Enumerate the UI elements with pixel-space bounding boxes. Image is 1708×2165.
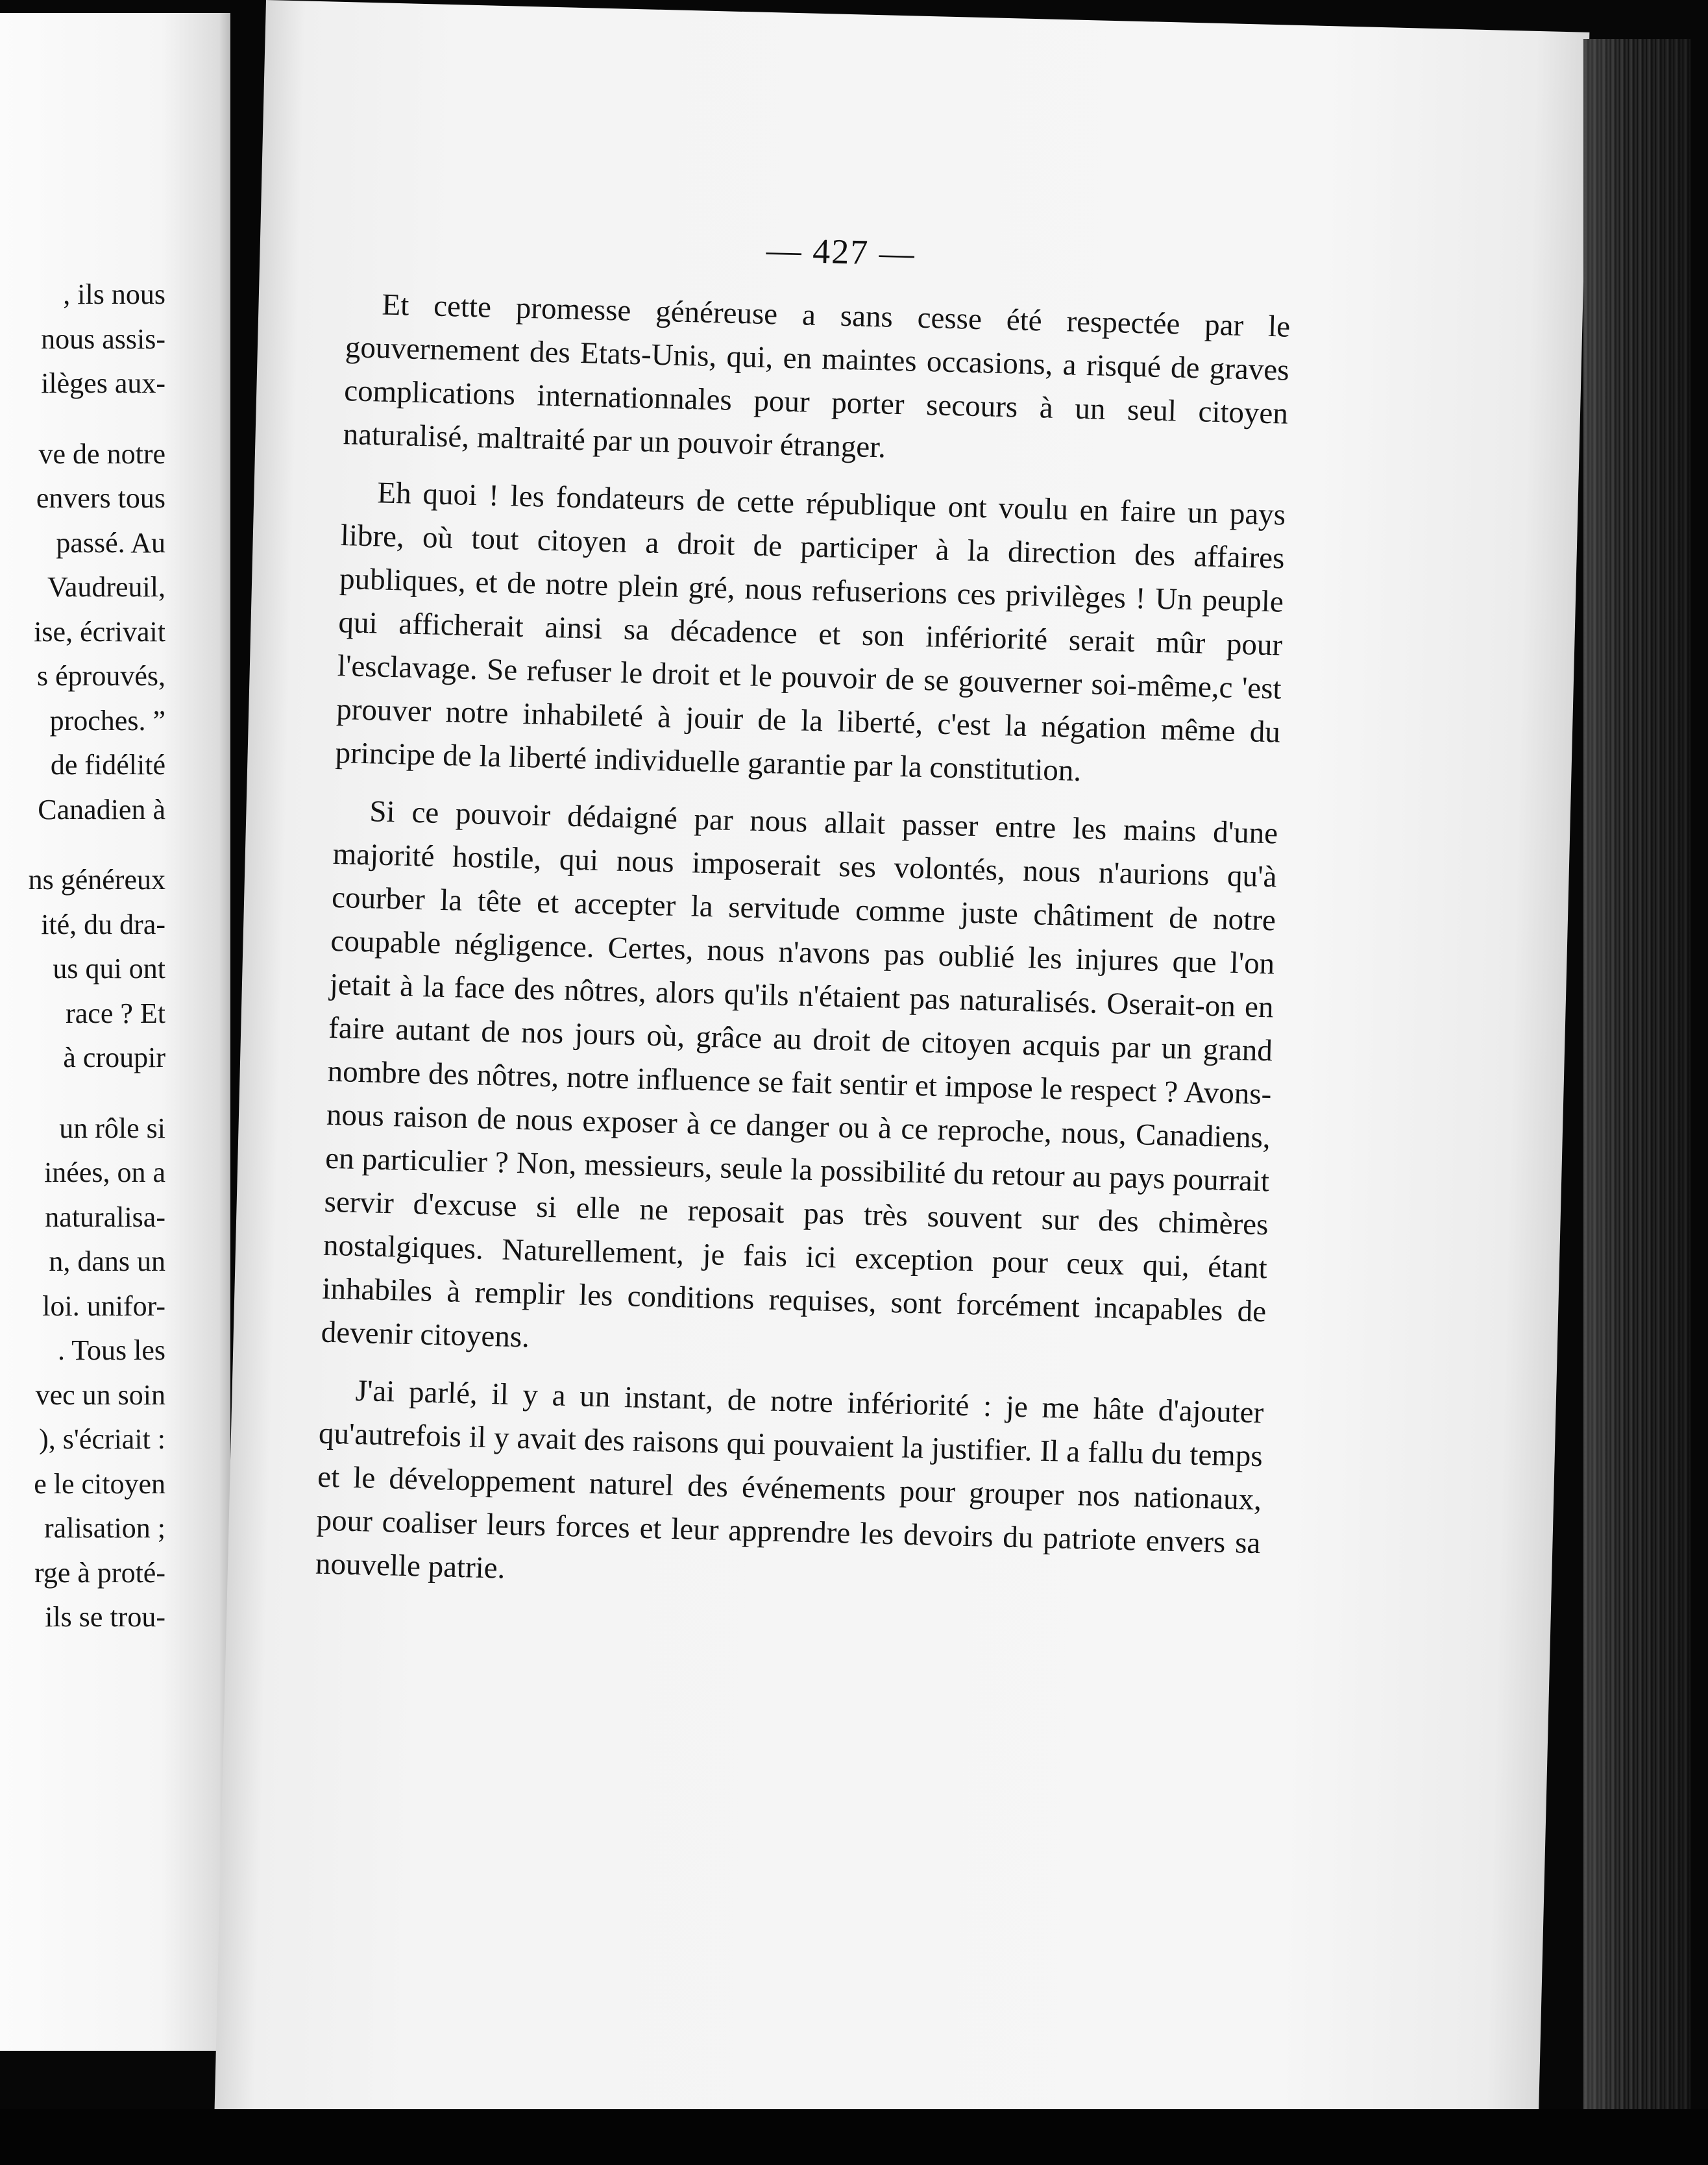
left-line: . Tous les (57, 1334, 165, 1366)
left-line: ise, écrivait (34, 615, 165, 648)
left-line: ilèges aux- (41, 367, 165, 399)
page-body (315, 282, 1291, 1623)
left-line: Vaudreuil, (47, 571, 165, 603)
left-line: naturalisa- (45, 1201, 165, 1233)
left-line: nous assis- (41, 323, 165, 355)
previous-page-lines (29, 273, 165, 1640)
left-line: ns généreux (28, 864, 165, 896)
left-line: loi. unifor- (42, 1290, 165, 1322)
left-line: ité, du dra- (41, 908, 165, 940)
previous-page-fragment (0, 13, 230, 2051)
left-line: us qui ont (53, 953, 165, 985)
page-stack-shading (1583, 39, 1690, 2135)
left-line: race ? Et (66, 997, 165, 1029)
left-line: un rôle si (59, 1112, 165, 1144)
left-line: Canadien à (38, 793, 165, 826)
left-line: vec un soin (35, 1378, 165, 1411)
left-line-gap (29, 406, 165, 432)
left-line: ils se trou- (45, 1601, 165, 1633)
left-line: ), s'écriait : (39, 1423, 165, 1455)
paragraph: Eh quoi ! les fondateurs de cette république ont voulu en faire un pays libre, où tout citoyen a droit de participer à la direction des affaires publiques, et de notre plein gré, nous refuserions ces privilèges ! Un peuple qui afficherait ainsi sa décadence et son infériorité serait mûr pour l'esclavage. Se refuser le droit et le pouvoir de se gouverner soi-même,c 'est prouver notre inhabileté à jouir de la liberté, c'est la négation même du principe de la liberté individuelle garantie par la constitution. (335, 476, 1286, 789)
left-line: proches. ” (49, 704, 165, 737)
left-line-gap (29, 832, 165, 858)
left-line: à croupir (63, 1042, 165, 1073)
bottom-shadow (0, 2109, 1708, 2165)
paragraph: J'ai parlé, il y a un instant, de notre infériorité : je me hâte d'ajouter qu'autrefois il y avait des raisons qui pouvaient la justifier. Il a fallu du temps et le développement naturel des événements pour grouper nos nationaux, pour coaliser leurs forces et leur apprendre les devoirs du patriote envers sa nouvelle patrie. (315, 1374, 1264, 1585)
page-number: — 427 — (766, 230, 916, 273)
left-line: passé. Au (56, 526, 165, 559)
left-line: rge à proté- (34, 1556, 165, 1589)
left-line: ralisation ; (44, 1512, 165, 1544)
left-line: e le citoyen (34, 1467, 165, 1500)
left-line: de fidélité (50, 749, 165, 781)
main-page (214, 0, 1590, 2165)
left-line: n, dans un (49, 1245, 165, 1277)
left-line: , ils nous (63, 278, 165, 310)
left-line: s éprouvés, (37, 660, 165, 692)
paragraph: Et cette promesse généreuse a sans cesse été respectée par le gouvernement des Etats-Unis, qui, en maintes occasions, a risqué de graves complications internationnales pour porter secours à un seul citoyen naturalisé, maltraité par un pouvoir étranger. (343, 287, 1291, 465)
paragraph: Si ce pouvoir dédaigné par nous allait passer entre les mains d'une majorité hostile, qui nous imposerait ses volontés, nous n'aurions qu'à courber la tête et accepter la servitude comme juste châtiment de notre coupable négligence. Certes, nous n'avons pas oublié les injures que l'on jetait à la face des nôtres, alors qu'ils n'étaient pas naturalisés. Oserait-on en faire autant de nos jours où, grâce au droit de citoyen acquis par un grand nombre des nôtres, notre influence se fait sentir et impose le respect ? Avons-nous raison de nous exposer à ce danger ou à ce reproche, nous, Canadiens, en particulier ? Non, messieurs, seule la possibilité du retour au pays pourrait servir d'excuse si elle ne reposait pas très souvent sur des chimères nostalgiques. Naturellement, je fais ici exception pour ceux qui, étant inhabiles à remplir les conditions requises, sont forcément incapables de devenir citoyens. (321, 794, 1278, 1354)
left-line-gap (29, 1081, 165, 1107)
left-line: ve de notre (38, 437, 165, 470)
left-line: envers tous (36, 482, 165, 514)
left-line: inées, on a (44, 1156, 165, 1188)
